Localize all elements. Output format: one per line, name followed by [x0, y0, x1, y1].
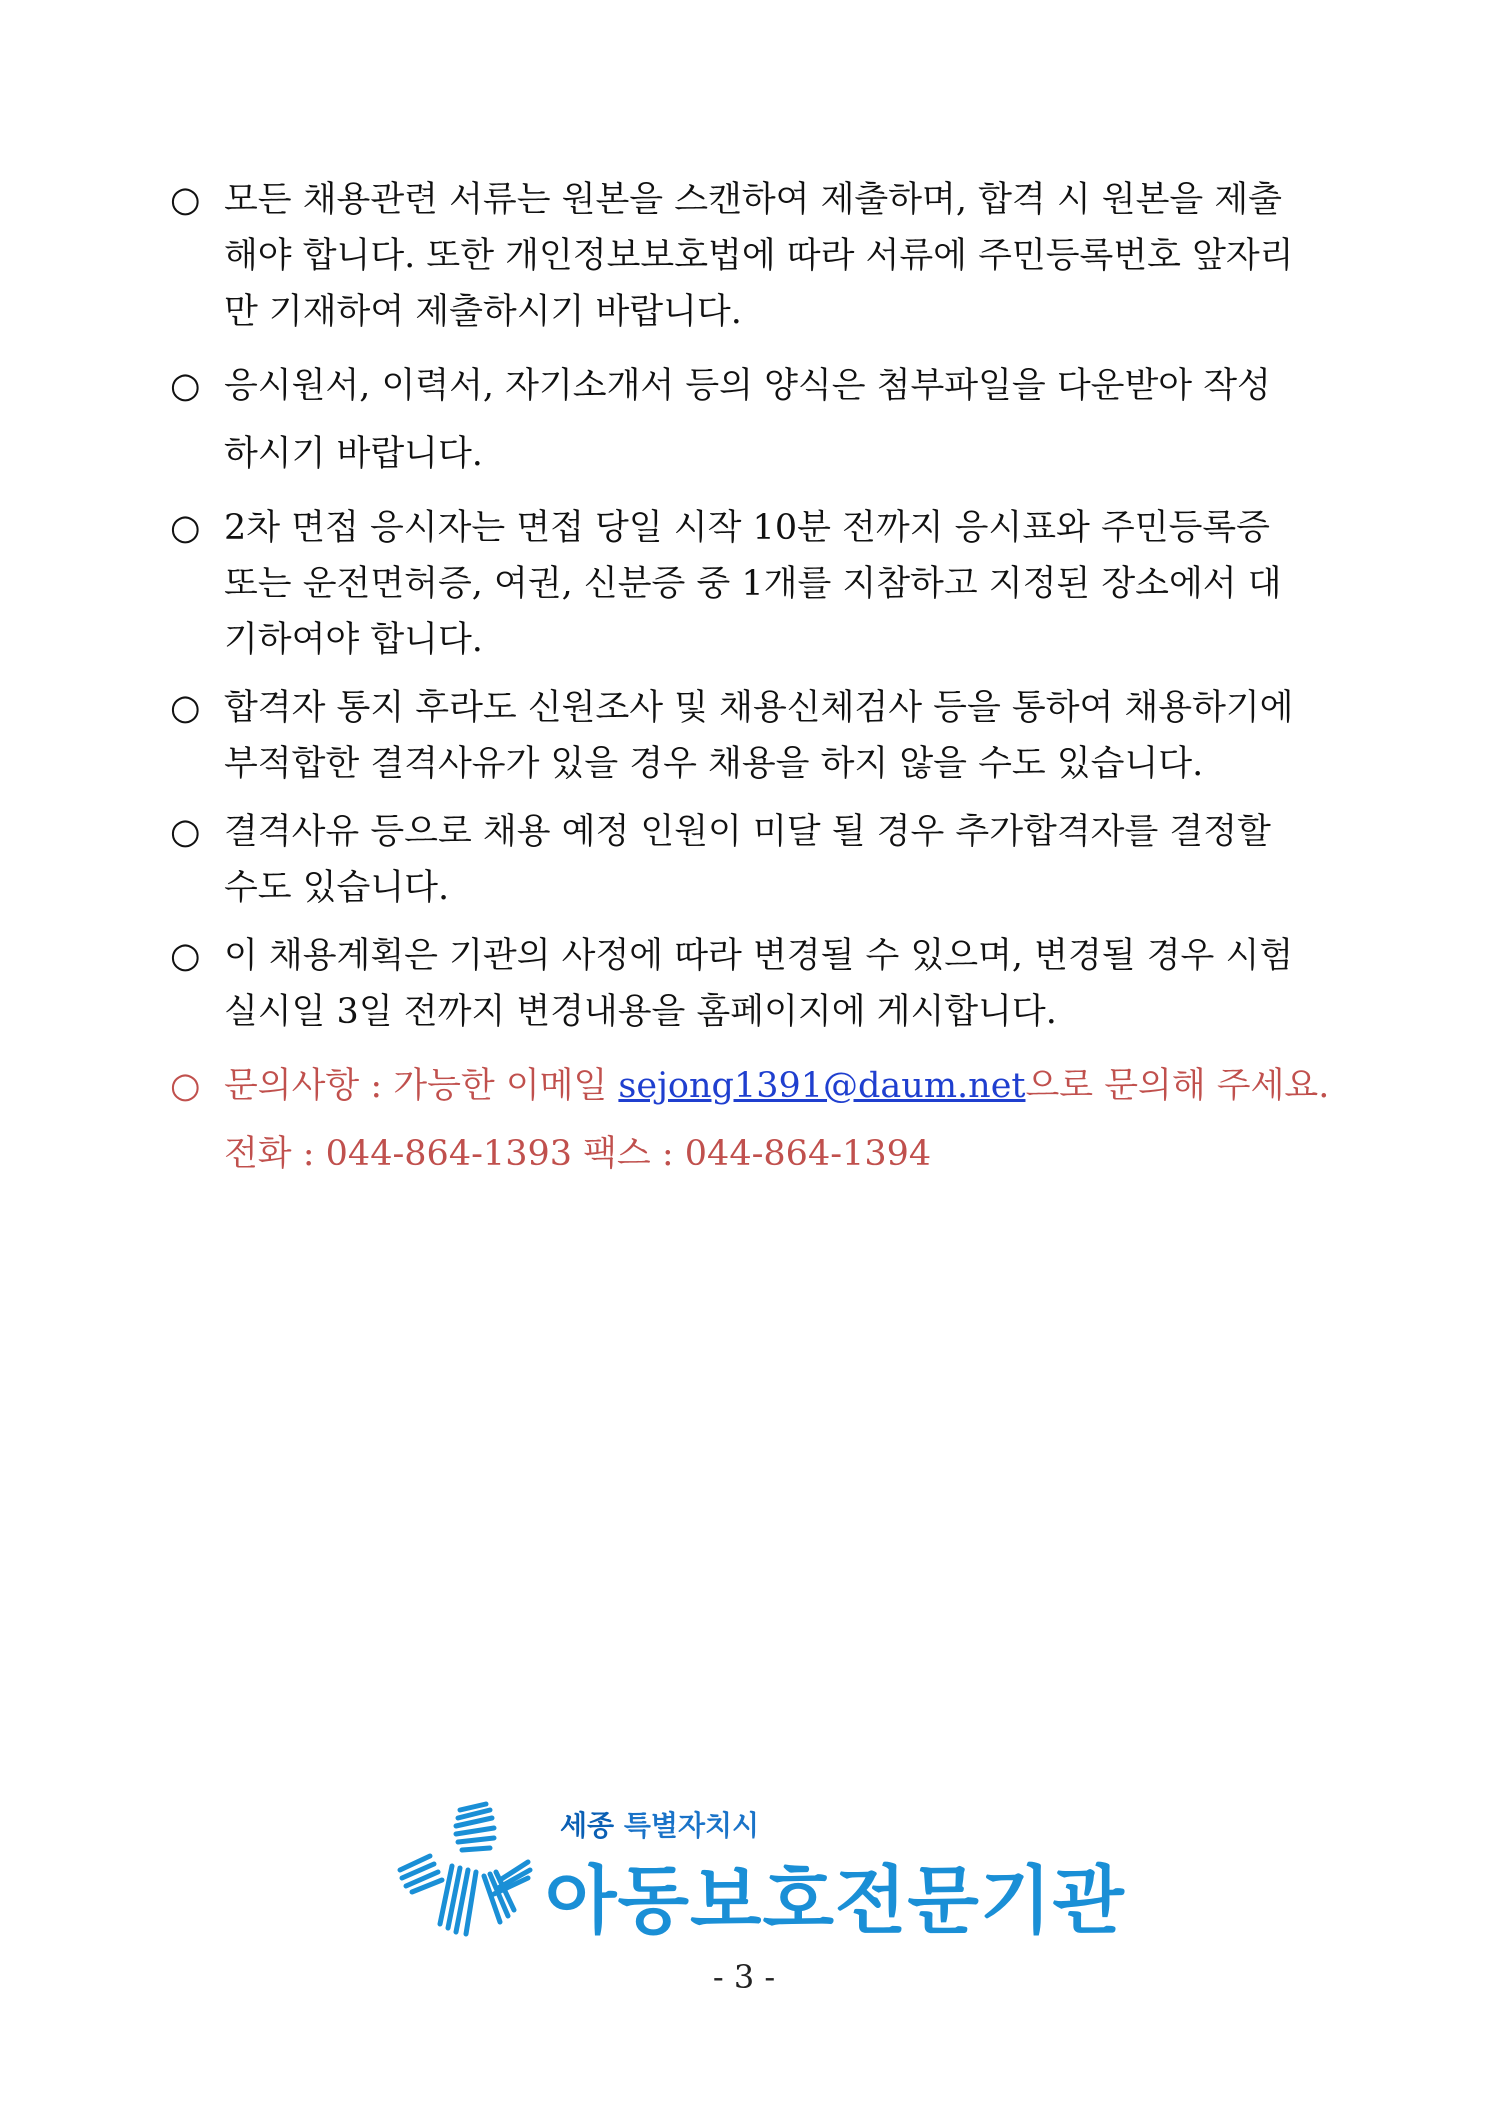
notice-text-line: 기하여야 합니다. [224, 620, 483, 660]
notice-text-line: 부적합한 결격사유가 있을 경우 채용을 하지 않을 수도 있습니다. [224, 744, 1204, 784]
organization-logo [390, 1796, 1125, 1946]
email-link[interactable]: sejong1391@daum.net [618, 1066, 1026, 1106]
notice-text-line: 모든 채용관련 서류는 원본을 스캔하여 제출하며, 합격 시 원본을 제출 [224, 180, 1282, 220]
logo-org-name: 아동보호전문기관 [545, 1858, 1125, 1944]
notice-text-line: 하시기 바랍니다. [224, 434, 483, 474]
circle-bullet-icon: ○ [170, 366, 201, 406]
circle-bullet-icon: ○ [170, 1066, 201, 1106]
child-figure-logo-icon [390, 1796, 550, 1946]
logo-city-suffix: 특별자치시 [623, 1809, 760, 1842]
circle-bullet-icon: ○ [170, 180, 201, 220]
notice-item-plan-change [170, 928, 1360, 1040]
circle-bullet-icon: ○ [170, 688, 201, 728]
notice-item-forms [170, 352, 1360, 488]
circle-bullet-icon: ○ [170, 508, 201, 548]
contact-suffix: 으로 문의해 주세요. [1025, 1066, 1330, 1106]
notice-item-background-check [170, 680, 1360, 792]
logo-city-prefix: 세종 [560, 1809, 615, 1842]
circle-bullet-icon: ○ [170, 812, 201, 852]
circle-bullet-icon: ○ [170, 936, 201, 976]
notice-text-line: 합격자 통지 후라도 신원조사 및 채용신체검사 등을 통하여 채용하기에 [224, 688, 1294, 728]
page-number: - 3 - [712, 1958, 776, 1996]
notice-text-line: 이 채용계획은 기관의 사정에 따라 변경될 수 있으며, 변경될 경우 시험 [224, 936, 1294, 976]
notice-text-line: 실시일 3일 전까지 변경내용을 홈페이지에 게시합니다. [224, 992, 1057, 1032]
notice-list [170, 172, 1360, 1200]
contact-phone-fax-line: 전화 : 044-864-1393 팩스 : 044-864-1394 [224, 1134, 932, 1174]
logo-city-name [560, 1804, 759, 1844]
notice-item-contact [170, 1052, 1360, 1188]
notice-text-line: 응시원서, 이력서, 자기소개서 등의 양식은 첨부파일을 다운받아 작성 [224, 366, 1271, 406]
notice-item-additional-hire [170, 804, 1360, 916]
notice-text-line: 또는 운전면허증, 여권, 신분증 중 1개를 지참하고 지정된 장소에서 대 [224, 564, 1282, 604]
contact-prefix: 문의사항 : 가능한 이메일 [224, 1066, 619, 1106]
notice-item-scan-documents [170, 172, 1360, 340]
contact-email-line [224, 1052, 1360, 1120]
notice-text-line: 결격사유 등으로 채용 예정 인원이 미달 될 경우 추가합격자를 결정할 [224, 812, 1271, 852]
notice-text-line: 수도 있습니다. [224, 868, 450, 908]
notice-item-interview [170, 500, 1360, 668]
notice-text-line: 2차 면접 응시자는 면접 당일 시작 10분 전까지 응시표와 주민등록증 [224, 508, 1270, 548]
notice-text-line: 해야 합니다. 또한 개인정보보호법에 따라 서류에 주민등록번호 앞자리 [224, 236, 1294, 276]
notice-text-line: 만 기재하여 제출하시기 바랍니다. [224, 292, 742, 332]
